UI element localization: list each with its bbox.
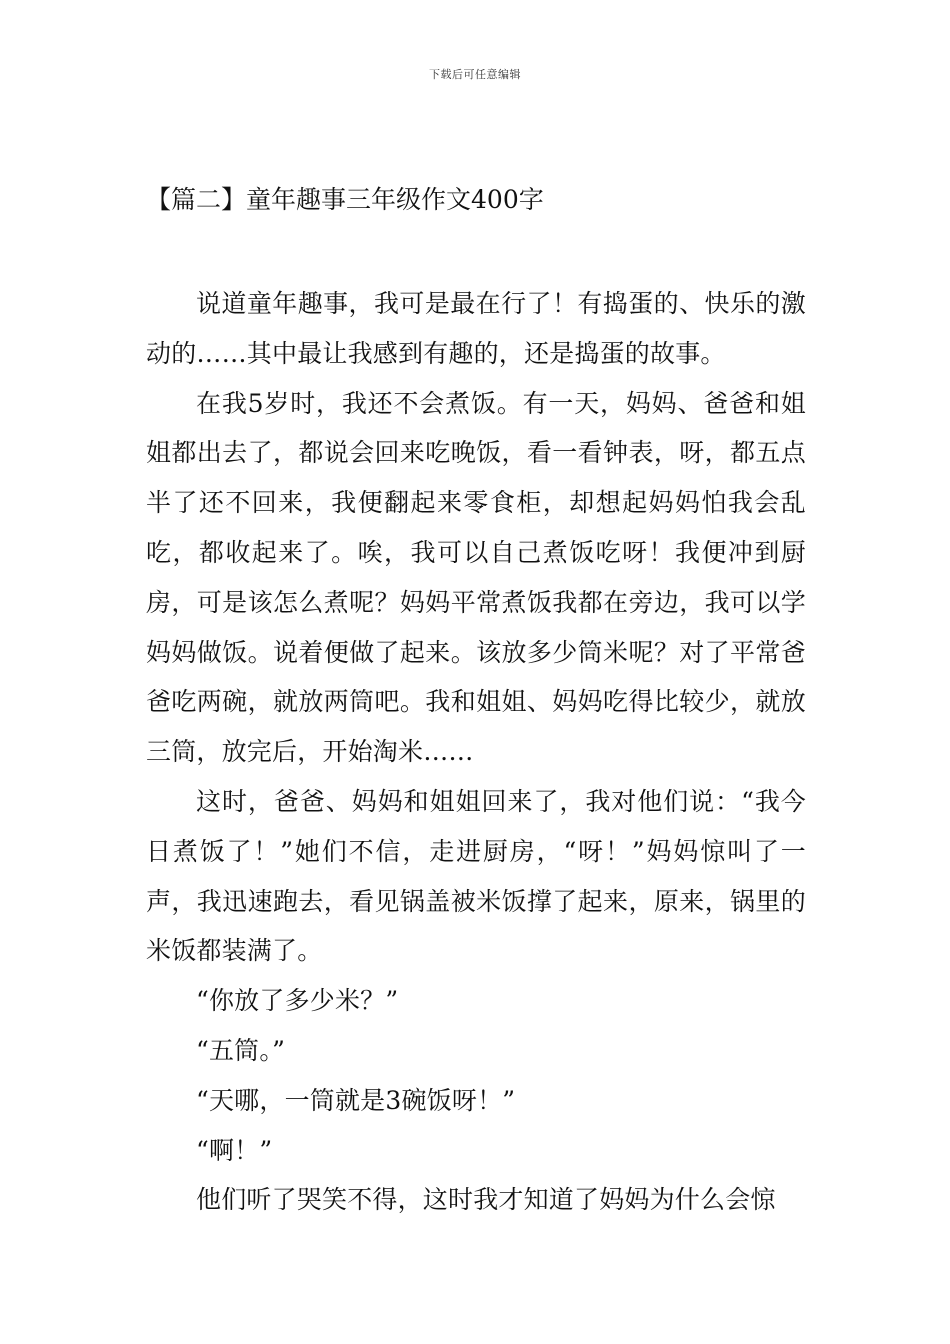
- paragraph-last: 他们听了哭笑不得，这时我才知道了妈妈为什么会惊: [196, 1185, 776, 1215]
- dialogue-line-4: “啊！”: [196, 1135, 273, 1165]
- paragraph-2: 在我5岁时，我还不会煮饭。有一天，妈妈、爸爸和姐姐都出去了，都说会回来吃晚饭，看一看钟表，呀，都五点半了还不回来，我便翻起来零食柜，却想起妈妈怕我会乱吃，都收起来了。唉，我可以自己煮饭吃呀！我便冲到厨房，可是该怎么煮呢？妈妈平常煮饭我都在旁边，我可以学妈妈做饭。说着便做了起来。该放多少筒米呢？对了平常爸爸吃两碗，就放两筒吧。我和姐姐、妈妈吃得比较少，就放三筒，放完后，开始淘米……: [146, 388, 806, 767]
- paragraph-1: 说道童年趣事，我可是最在行了！有捣蛋的、快乐的激动的……其中最让我感到有趣的，还是捣蛋的故事。: [146, 289, 806, 368]
- page-header-note: 下载后可任意编辑: [429, 68, 521, 81]
- paragraph-3: 这时，爸爸、妈妈和姐姐回来了，我对他们说：“我今日煮饭了！”她们不信，走进厨房，“呀！”妈妈惊叫了一声，我迅速跑去，看见锅盖被米饭撑了起来，原来，锅里的米饭都装满了。: [146, 786, 806, 966]
- document-title: 【篇二】童年趣事三年级作文400字: [146, 185, 544, 214]
- document-body: [146, 279, 806, 1225]
- dialogue-line-1: “你放了多少米？”: [196, 986, 399, 1016]
- dialogue-line-3: “天哪，一筒就是3碗饭呀！”: [196, 1085, 516, 1115]
- dialogue-line-2: “五筒。”: [196, 1035, 286, 1065]
